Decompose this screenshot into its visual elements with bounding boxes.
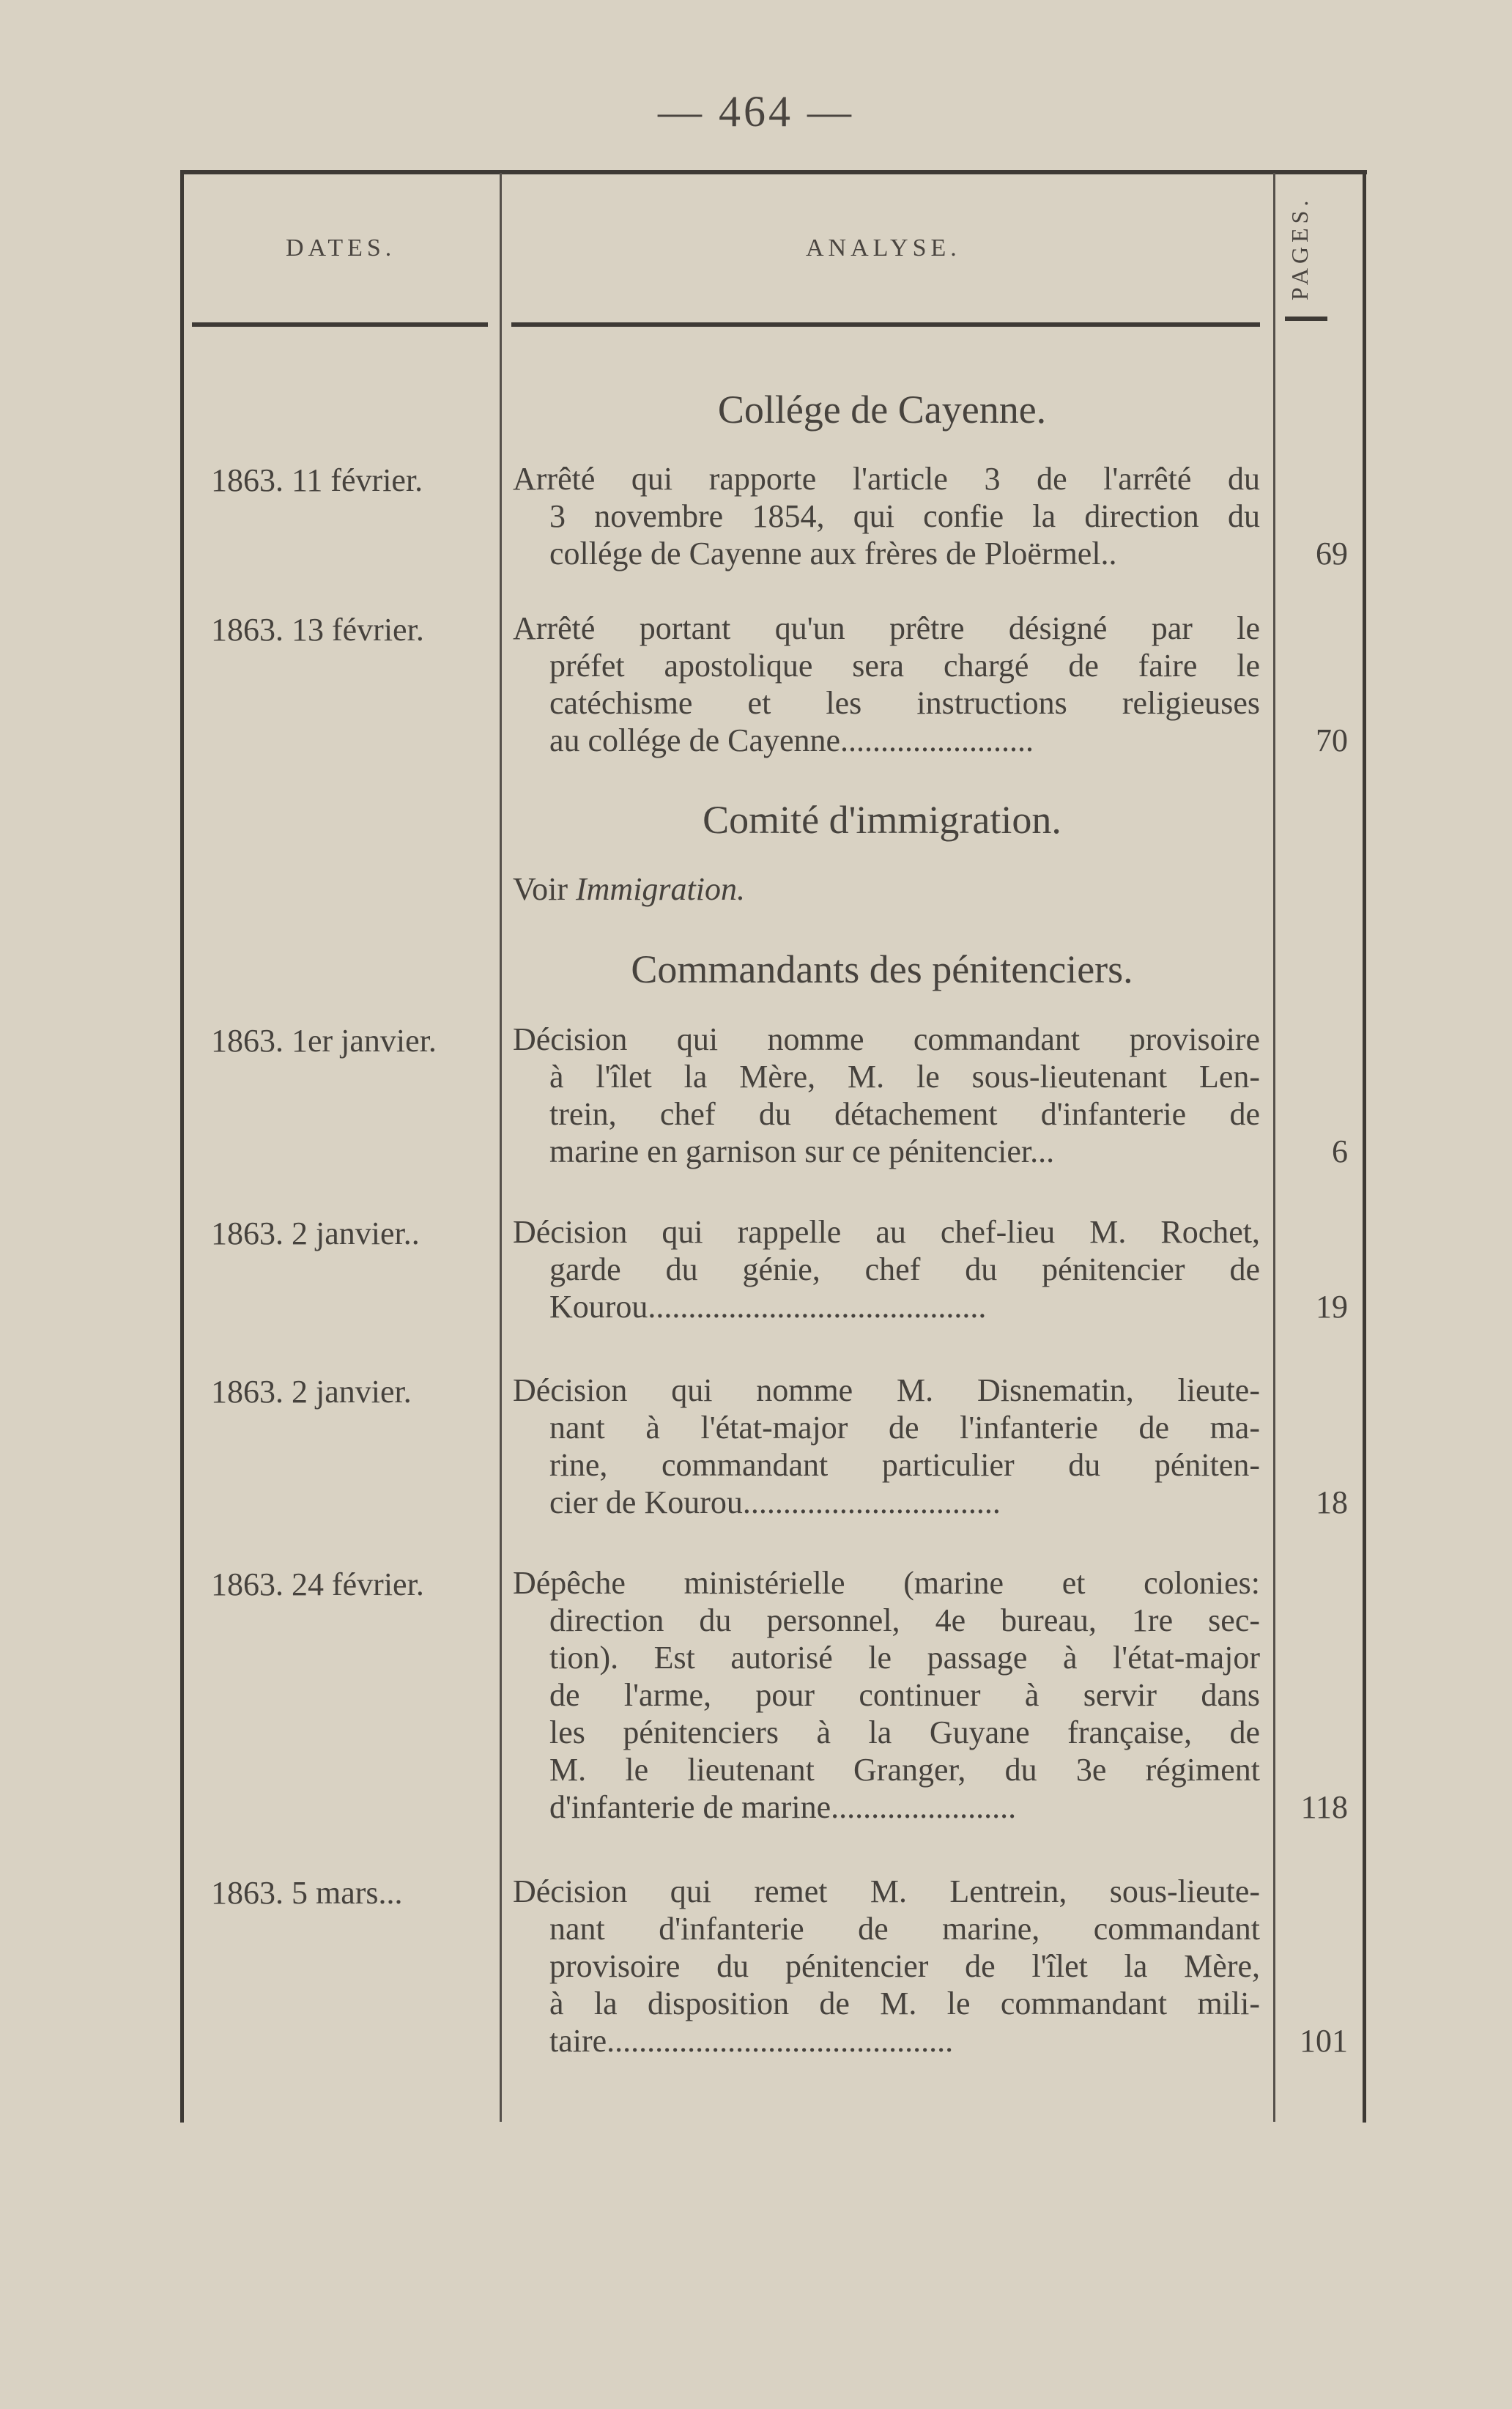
entry-line: taire........................................... xyxy=(549,2023,954,2059)
section-title-comite: Comité d'immigration. xyxy=(703,798,1061,842)
entry-line: Dépêche ministérielle (marine et colonies: xyxy=(513,1565,1260,1601)
entry-text xyxy=(513,1021,1260,1170)
entry-text xyxy=(513,610,1260,759)
entry-line: à la disposition de M. le commandant mili- xyxy=(549,1986,1260,2021)
entry-line: nant d'infanterie de marine, commandant xyxy=(549,1911,1260,1947)
entry-line: les pénitenciers à la Guyane française, de xyxy=(549,1714,1260,1750)
entry-line: cier de Kourou................................ xyxy=(549,1484,1001,1520)
table-top-border xyxy=(180,170,1367,174)
page-reference: 19 xyxy=(1316,1289,1348,1325)
entry-date: 1863. 1er janvier. xyxy=(211,1023,437,1059)
entry-line: trein, chef du détachement d'infanterie de xyxy=(549,1096,1260,1132)
table-left-border xyxy=(180,170,184,2123)
entry-line: 3 novembre 1854, qui confie la direction du xyxy=(549,498,1260,534)
entry-line: marine en garnison sur ce pénitencier... xyxy=(549,1133,1055,1169)
entry-line: rine, commandant particulier du péniten- xyxy=(549,1447,1260,1483)
header-dates: DATES. xyxy=(286,234,396,262)
entry-line: garde du génie, chef du pénitencier de xyxy=(549,1251,1260,1287)
page-reference: 18 xyxy=(1316,1484,1348,1520)
entry-line: Décision qui remet M. Lentrein, sous-lieute- xyxy=(513,1873,1260,1909)
header-rule-analyse xyxy=(511,322,1260,327)
header-pages: PAGES. xyxy=(1286,196,1313,300)
entry-line: à l'îlet la Mère, M. le sous-lieutenant Len- xyxy=(549,1059,1260,1095)
page-number: — 464 — xyxy=(658,87,854,136)
entry-line: d'infanterie de marine....................... xyxy=(549,1789,1017,1825)
entry-text xyxy=(513,1213,1260,1325)
entry-line: direction du personnel, 4e bureau, 1re sec- xyxy=(549,1602,1260,1638)
entry-date: 1863. 2 janvier.. xyxy=(211,1215,420,1251)
table-right-border xyxy=(1363,170,1366,2123)
page-reference: 6 xyxy=(1332,1133,1348,1169)
voir-prefix: Voir xyxy=(513,871,576,907)
entry-date: 1863. 13 février. xyxy=(211,612,424,648)
page-reference: 70 xyxy=(1316,722,1348,758)
column-divider-dates xyxy=(500,173,502,2122)
entry-date: 1863. 2 janvier. xyxy=(211,1374,412,1410)
entry-line: Décision qui nomme M. Disnematin, lieute- xyxy=(513,1372,1260,1408)
entry-line: au collége de Cayenne........................ xyxy=(549,722,1034,758)
entry-line: tion). Est autorisé le passage à l'état-major xyxy=(549,1640,1260,1676)
entry-text xyxy=(513,1873,1260,2060)
header-rule-dates xyxy=(192,322,488,327)
voir-reference xyxy=(513,870,1260,908)
entry-line: M. le lieutenant Granger, du 3e régiment xyxy=(549,1752,1260,1788)
entry-line: Kourou.......................................... xyxy=(549,1289,987,1325)
entry-line: provisoire du pénitencier de l'îlet la Mère, xyxy=(549,1948,1260,1984)
entry-line: catéchisme et les instructions religieuses xyxy=(549,685,1260,721)
entry-line: Arrêté qui rapporte l'article 3 de l'arrêté du xyxy=(513,461,1260,497)
page-reference: 69 xyxy=(1316,536,1348,571)
entry-line: Décision qui nomme commandant provisoire xyxy=(513,1021,1260,1057)
entry-text xyxy=(513,1372,1260,1521)
entry-date: 1863. 24 février. xyxy=(211,1566,424,1602)
voir-target: Immigration. xyxy=(575,871,745,907)
page-reference: 101 xyxy=(1300,2023,1348,2059)
entry-line: de l'arme, pour continuer à servir dans xyxy=(549,1677,1260,1713)
entry-date: 1863. 11 février. xyxy=(211,462,423,498)
section-title-college: Collége de Cayenne. xyxy=(717,388,1047,432)
entry-text xyxy=(513,460,1260,572)
entry-line: collége de Cayenne aux frères de Ploërmel.. xyxy=(549,536,1117,571)
header-rule-pages xyxy=(1285,317,1327,321)
section-title-commandants: Commandants des pénitenciers. xyxy=(631,947,1133,991)
header-analyse: ANALYSE. xyxy=(806,234,961,262)
entry-line: Décision qui rappelle au chef-lieu M. Rochet, xyxy=(513,1214,1260,1250)
entry-line: Arrêté portant qu'un prêtre désigné par le xyxy=(513,610,1260,646)
entry-line: nant à l'état-major de l'infanterie de ma- xyxy=(549,1410,1260,1446)
page-reference: 118 xyxy=(1300,1789,1348,1825)
entry-text xyxy=(513,1564,1260,1826)
entry-date: 1863. 5 mars... xyxy=(211,1875,403,1911)
entry-line: préfet apostolique sera chargé de faire le xyxy=(549,648,1260,684)
